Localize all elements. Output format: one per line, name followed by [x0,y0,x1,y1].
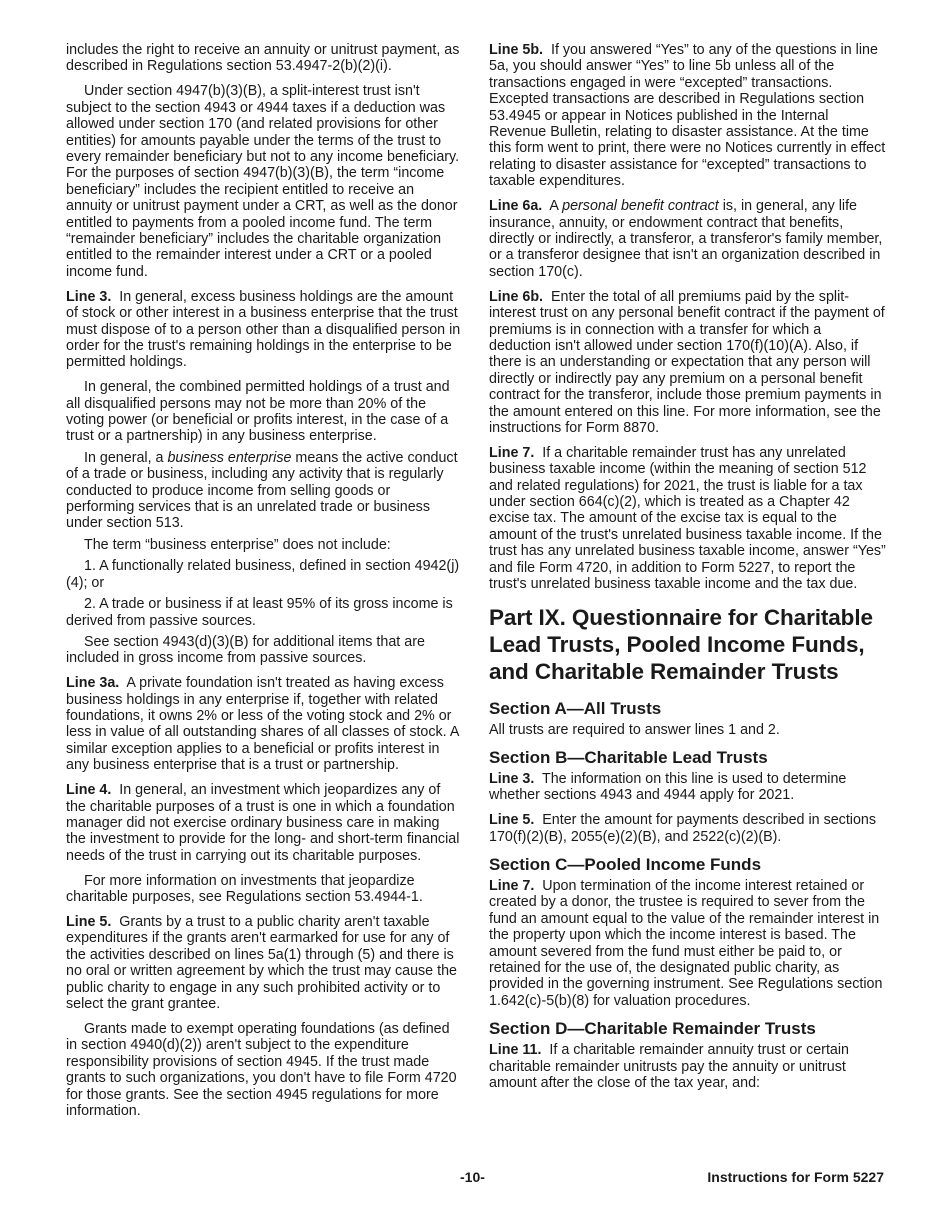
paragraph-text: Upon termination of the income interest retained or created by a donor, the trustee is required to sever from the fund an amount equal to the value of the remainder interest in the property upon which the income interest is based. The amount severed from the fund must either be paid to, or retained for the use of, the designated public charity, as provided in the governing instrument. See Regulations section 1.642(c)-5(b)(8) for valuation procedures. [489,878,883,1009]
paragraph: includes the right to receive an annuity or unitrust payment, as described in Regulations section 53.4947-2(b)(2)(i). [66,42,460,75]
section-heading: Section D—Charitable Remainder Trusts [489,1019,816,1039]
line-11-paragraph [489,1042,887,1091]
emphasis-term: personal benefit contract [562,198,719,215]
form-name: Instructions for Form 5227 [707,1169,884,1185]
section-heading: Section B—Charitable Lead Trusts [489,747,768,767]
line-3-paragraph [489,771,887,804]
paragraph [66,450,462,532]
line-7-paragraph [489,445,887,593]
paragraph: The term “business enterprise” does not include: [84,536,391,553]
paragraph: All trusts are required to answer lines 1 and 2. [489,721,780,738]
paragraph-text: A private foundation isn't treated as having excess business holdings in any enterprise if, together with related foundations, it owns 2% or less of the voting stock and 2% or less in value of all outstanding shares of all classes of stock. A similar exception applies to a beneficial or profits interest in any business enterprise that is a trust or partnership. [66,675,459,774]
list-item: 1. A functionally related business, defined in section 4942(j)(4); or [66,558,460,591]
left-column [66,42,462,1124]
paragraph-text: If a charitable remainder trust has any unrelated business taxable income (within the meaning of section 512 and related regulations) for 2021, the trust is liable for a tax under section 664(c)(2), which is treated as a Chapter 42 excise tax. The amount of the excise tax is equal to the amount of the trust's unrelated business taxable income. If the trust has any unrelated business taxable income, answer “Yes” and file Form 4720, in addition to Form 5227, to report the trust's unrelated business taxable income and the tax due. [489,444,886,593]
line-label: Line 5. [66,914,112,930]
paragraph-text: If a charitable remainder annuity trust or certain charitable remainder unitrusts pay the annuity or unitrust amount after the close of the tax year, and: [489,1042,849,1092]
right-column [489,42,887,1100]
emphasis-term: business enterprise [167,449,292,466]
section-heading: Section C—Pooled Income Funds [489,855,762,875]
paragraph-text: In general, excess business holdings are the amount of stock or other interest in a business enterprise that the trust must dispose of to a person other than a disqualified person in order for the trust's remaining holdings in the enterprise to be permitted holdings. [66,288,461,371]
paragraph-text: In general, a [84,449,168,466]
line-label: Line 6a. [489,198,543,215]
paragraph: Under section 4947(b)(3)(B), a split-interest trust isn't subject to the section 4943 or 4944 taxes if a deduction was allowed under section 170 (and related provisions for other entities) for amounts payable under the terms of the trust to every remainder beneficiary but not to any income beneficiary. For the purposes of section 4947(b)(3)(B), the term “income beneficiary” includes the recipient entitled to receive an annuity or unitrust payment under a CRT, as well as the donor entitled to payments from a pooled income fund. The term “remainder beneficiary” includes the charitable organization entitled to the remainder interest under a CRT or a pooled income fund. [66,83,460,280]
line-5b-paragraph [489,42,887,190]
line-label: Line 11. [489,1042,542,1059]
paragraph: In general, the combined permitted holdings of a trust and all disqualified persons may not be more than 20% of the voting power (or beneficial or profits interest, in the case of a trust or a partnership) in any business enterprise. [66,379,450,445]
line-3-paragraph [66,289,462,371]
part-heading: Part IX. Questionnaire for Charitable Lead Trusts, Pooled Income Funds, and Charitable Remainder Trusts [489,604,873,684]
line-6b-paragraph [489,289,887,437]
line-label: Line 7. [489,444,535,461]
paragraph-text: Enter the total of all premiums paid by the split-interest trust on any personal benefit contract if the payment of premiums is in connection with a transfer for which a deduction isn't allowed under section 170(f)(10)(A). Also, if there is an understanding or expectation that any person will directly or indirectly pay any premium on a personal benefit contract for the transferor, include those premium payments in the amount entered on this line. For more information, see the instructions for Form 8870. [489,288,885,436]
line-label: Line 3. [66,288,112,305]
paragraph-text: is, in general, any life insurance, annuity, or endowment contract that benefits, directly or indirectly, a transferor, a transferor's family member, or a transferor designee that isn't an organization described in section 170(c). [489,198,883,280]
line-3a-paragraph [66,675,462,773]
line-label: Line 5b. [489,42,544,58]
line-label: Line 4. [66,782,112,799]
paragraph-text: In general, an investment which jeopardizes any of the charitable purposes of a trust is one in which a foundation manager did not exercise ordinary business care in making the investment to provide for the long- and short-term financial needs of the trust in carrying out its charitable purposes. [66,782,460,864]
line-6a-paragraph [489,198,887,280]
paragraph-text: Enter the amount for payments described in sections 170(f)(2)(B), 2055(e)(2)(B), and 2522(c)(2)(B). [489,812,877,845]
paragraph-text: If you answered “Yes” to any of the questions in line 5a, you should answer “Yes” to line 5b unless all of the transactions engaged in were “excepted” transactions. Excepted transactions are described in Regulations section 53.4945 or appear in Notices published in the Internal Revenue Bulletin, relating to disaster assistance. At the time this form went to print, there were no Notices currently in effect relating to disaster assistance for “excepted” transactions to taxable expenditures. [489,42,886,190]
line-label: Line 3. [489,770,535,787]
paragraph: Grants made to exempt operating foundations (as defined in section 4940(d)(2)) aren't subject to the expenditure responsibility provisions of section 4945. If the trust made grants to such organizations, you don't have to file Form 4720 for those grants. See the section 4945 regulations for more information. [66,1020,457,1119]
line-7-paragraph [489,878,887,1009]
line-label: Line 3a. [66,675,120,692]
line-4-paragraph [66,782,462,864]
paragraph: See section 4943(d)(3)(B) for additional items that are included in gross income from passive sources. [66,633,425,667]
paragraph-text: Grants by a trust to a public charity aren't taxable expenditures if the grants aren't earmarked for use for any of the activities described on lines 5a(1) through (5) and there is no oral or written agreement by which the trust may cause the public charity to engage in any such prohibited activity or to select the grant grantee. [66,914,457,1013]
list-item: 2. A trade or business if at least 95% of its gross income is derived from passive sources. [66,596,453,629]
page-number: -10- [460,1169,485,1185]
line-label: Line 6b. [489,288,544,305]
line-label: Line 5. [489,812,535,829]
paragraph: For more information on investments that jeopardize charitable purposes, see Regulations section 53.4944-1. [66,872,423,906]
line-5-paragraph [66,914,462,1012]
line-5-paragraph [489,812,887,845]
paragraph-text: means the active conduct of a trade or business, including any activity that is regularly conducted to produce income from selling goods or performing services that is an unrelated trade or business under section 513. [66,449,458,532]
section-heading: Section A—All Trusts [489,698,662,718]
paragraph-text: A [549,198,563,215]
paragraph-text: The information on this line is used to determine whether sections 4943 and 4944 apply for 2021. [489,770,847,804]
line-label: Line 7. [489,878,535,895]
